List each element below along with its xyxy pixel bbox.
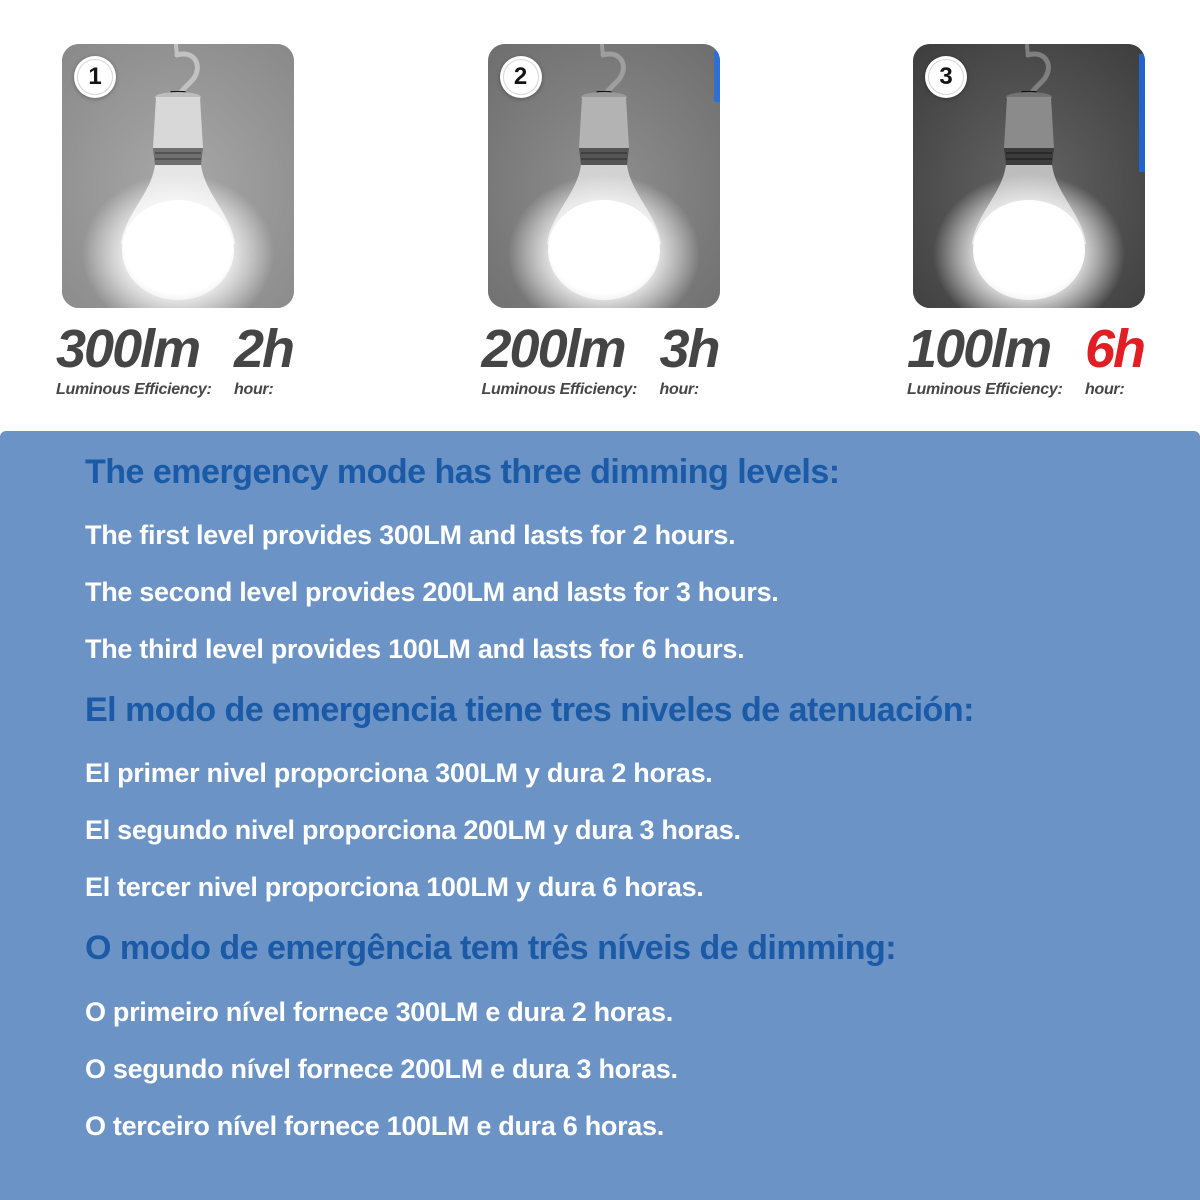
level-badge (925, 56, 967, 98)
product-photos-row (0, 0, 1200, 402)
bulb-photo-1 (62, 44, 294, 308)
lumens-label: Luminous Efficiency: (907, 381, 1063, 398)
section-line: The first level provides 300LM and lasts for 2 hours. (85, 520, 736, 551)
badge-number: 3 (939, 63, 953, 90)
section-portuguese (85, 929, 1170, 1141)
lumens-value: 100lm (907, 319, 1051, 379)
section-heading: El modo de emergencia tiene tres niveles de atenuación: (85, 691, 974, 730)
lumens-value: 200lm (481, 319, 625, 379)
hours-label: hour: (659, 381, 699, 398)
section-heading: O modo de emergência tem três níveis de dimming: (85, 929, 897, 968)
lumens-value: 300lm (56, 319, 200, 379)
hours-value: 3h (659, 319, 719, 379)
section-english (85, 453, 1170, 665)
section-line: The third level provides 100LM and lasts for 6 hours. (85, 634, 745, 665)
metrics (481, 319, 720, 402)
section-heading: The emergency mode has three dimming levels: (85, 453, 840, 491)
lumens-label: Luminous Efficiency: (481, 381, 638, 398)
badge-number: 1 (88, 63, 102, 90)
hours-metric (234, 319, 294, 399)
lumens-metric (56, 319, 212, 399)
hours-value: 2h (234, 319, 294, 379)
section-line: O segundo nível fornece 200LM e dura 3 horas. (85, 1053, 678, 1084)
dimming-level-card-1 (56, 44, 294, 402)
badge-number: 2 (513, 63, 528, 90)
section-line: The second level provides 200LM and lasts for 3 hours. (85, 577, 779, 608)
section-spanish (85, 691, 1170, 903)
hours-metric (659, 319, 719, 399)
metrics (907, 319, 1145, 402)
hours-label: hour: (234, 381, 274, 398)
lumens-label: Luminous Efficiency: (56, 381, 212, 398)
dimming-level-card-2 (481, 44, 720, 402)
section-line: El tercer nivel proporciona 100LM y dura 6 horas. (85, 872, 704, 903)
bulb-photo-2 (488, 44, 720, 308)
dimming-level-card-3 (907, 44, 1145, 402)
bulb-photo-3 (913, 44, 1145, 308)
lumens-metric (481, 319, 638, 399)
hours-metric (1085, 319, 1145, 399)
lumens-metric (907, 319, 1063, 399)
section-line: El segundo nivel proporciona 200LM y dura 3 horas. (85, 815, 741, 846)
section-line: O primeiro nível fornece 300LM e dura 2 horas. (85, 996, 673, 1027)
level-badge (500, 56, 542, 98)
section-line: O terceiro nível fornece 100LM e dura 6 horas. (85, 1110, 664, 1141)
metrics (56, 319, 294, 402)
level-badge (74, 56, 116, 98)
section-line: El primer nivel proporciona 300LM y dura 2 horas. (85, 758, 713, 789)
hours-value: 6h (1085, 319, 1145, 379)
info-panel (0, 431, 1200, 1200)
hours-label: hour: (1085, 381, 1125, 398)
